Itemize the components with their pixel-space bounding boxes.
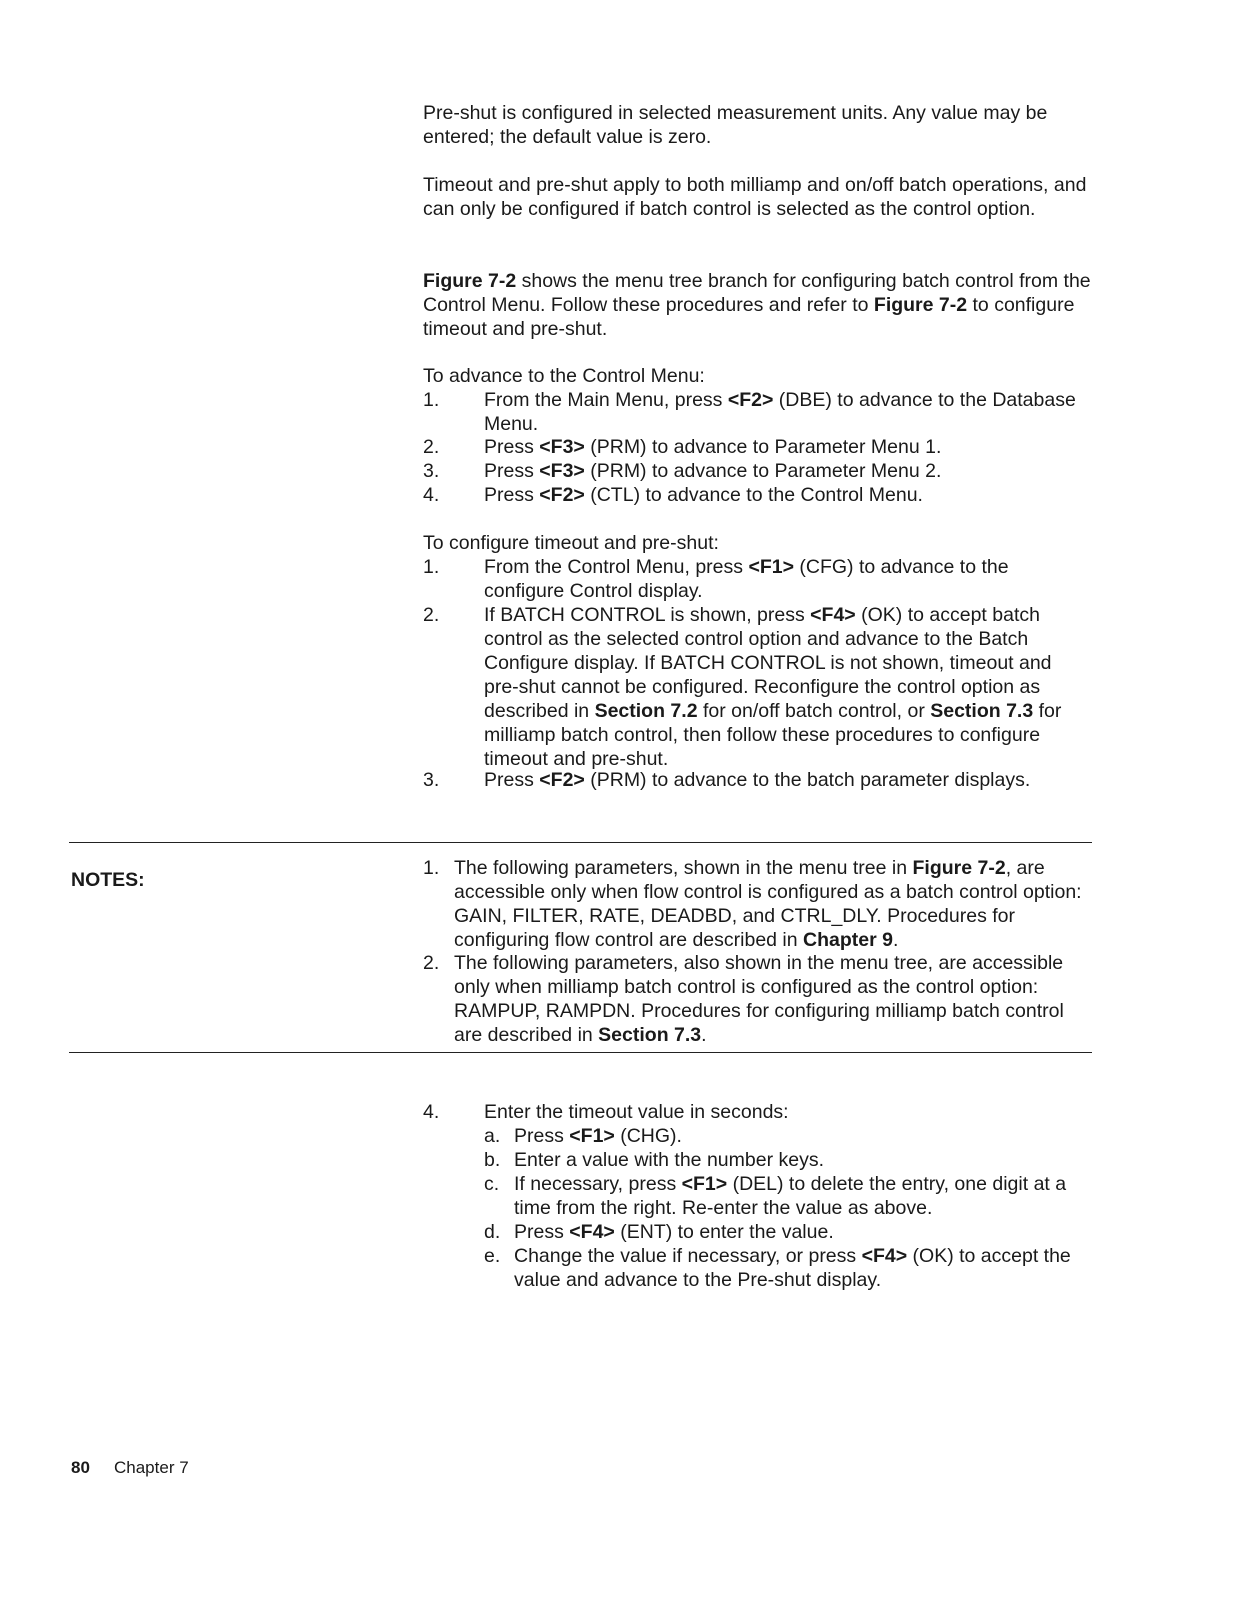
substep-letter: b. <box>484 1149 501 1171</box>
notes-bottom-rule <box>69 1052 1092 1053</box>
notes-label: NOTES: <box>71 869 145 891</box>
step-text: Press <F2> (CTL) to advance to the Control Menu. <box>484 484 923 506</box>
step-text: Press <F3> (PRM) to advance to Parameter Menu 2. <box>484 460 942 482</box>
note-number: 2. <box>423 952 440 974</box>
step-text: Enter the timeout value in seconds: <box>484 1101 789 1123</box>
figure-ref: Figure 7-2 <box>423 270 517 292</box>
chapter-label: Chapter 7 <box>114 1458 189 1477</box>
paragraph-text: shows the menu tree branch for configuring batch control from the Control Menu. Follow these procedures and refer to <box>423 270 1091 316</box>
step-number: 4. <box>423 484 440 506</box>
step-number: 2. <box>423 436 440 458</box>
substep-letter: d. <box>484 1221 501 1243</box>
page-number: 80 <box>71 1458 90 1477</box>
substep-letter: a. <box>484 1125 501 1147</box>
advance-heading: To advance to the Control Menu: <box>423 365 705 387</box>
figure-ref: Figure 7-2 <box>873 294 968 316</box>
notes-top-rule <box>69 842 1092 843</box>
step-number: 4. <box>423 1101 440 1123</box>
step-number: 1. <box>423 389 440 411</box>
substep-text: If necessary, press <F1> (DEL) to delete the entry, one digit at a time from the right. Re-enter the value as above. <box>514 1173 1067 1219</box>
paragraph-figure-reference <box>423 269 1093 341</box>
note-text: The following parameters, shown in the menu tree in Figure 7-2, are accessible only when flow control is configured as a batch control option: GAIN, FILTER, RATE, DEADBD, and CTRL_DLY. Procedures for configuring flow control are described in Chapter 9. <box>454 857 1082 951</box>
configure-heading: To configure timeout and pre-shut: <box>423 532 719 554</box>
substep-text: Press <F1> (CHG). <box>514 1125 682 1147</box>
paragraph-text: to configure timeout and pre-shut. <box>423 294 1075 340</box>
step-number: 3. <box>423 769 440 791</box>
paragraph-timeout-preshut: Timeout and pre-shut apply to both milliamp and on/off batch operations, and can only be configured if batch control is selected as the control option. <box>423 174 1087 220</box>
step-number: 2. <box>423 604 440 626</box>
substep-text: Enter a value with the number keys. <box>514 1149 824 1171</box>
note-number: 1. <box>423 857 440 879</box>
step-text: If BATCH CONTROL is shown, press <F4> (OK) to accept batch control as the selected control option and advance to the Batch Configure display. If BATCH CONTROL is not shown, timeout and pre-shut cannot be configured. Reconfigure the control option as described in Section 7.2 for on/off batch control, or Section 7.3 for milliamp batch control, then follow these procedures to configure timeout and pre-shut. <box>484 604 1062 770</box>
step-text: From the Control Menu, press <F1> (CFG) to advance to the configure Control display. <box>484 556 1009 602</box>
step-text: Press <F3> (PRM) to advance to Parameter Menu 1. <box>484 436 942 458</box>
step-number: 1. <box>423 556 440 578</box>
substep-text: Change the value if necessary, or press <F4> (OK) to accept the value and advance to the Pre-shut display. <box>514 1245 1071 1291</box>
note-text: The following parameters, also shown in the menu tree, are accessible only when milliamp batch control is configured as the control option: RAMPUP, RAMPDN. Procedures for configuring milliamp batch control are described in Section 7.3. <box>454 952 1064 1046</box>
substep-text: Press <F4> (ENT) to enter the value. <box>514 1221 834 1243</box>
step-number: 3. <box>423 460 440 482</box>
substep-letter: e. <box>484 1245 501 1267</box>
substep-letter: c. <box>484 1173 500 1195</box>
step-text: Press <F2> (PRM) to advance to the batch parameter displays. <box>484 769 1031 791</box>
paragraph-preshut-units: Pre-shut is configured in selected measurement units. Any value may be entered; the default value is zero. <box>423 102 1048 148</box>
step-text: From the Main Menu, press <F2> (DBE) to advance to the Database Menu. <box>484 389 1076 435</box>
